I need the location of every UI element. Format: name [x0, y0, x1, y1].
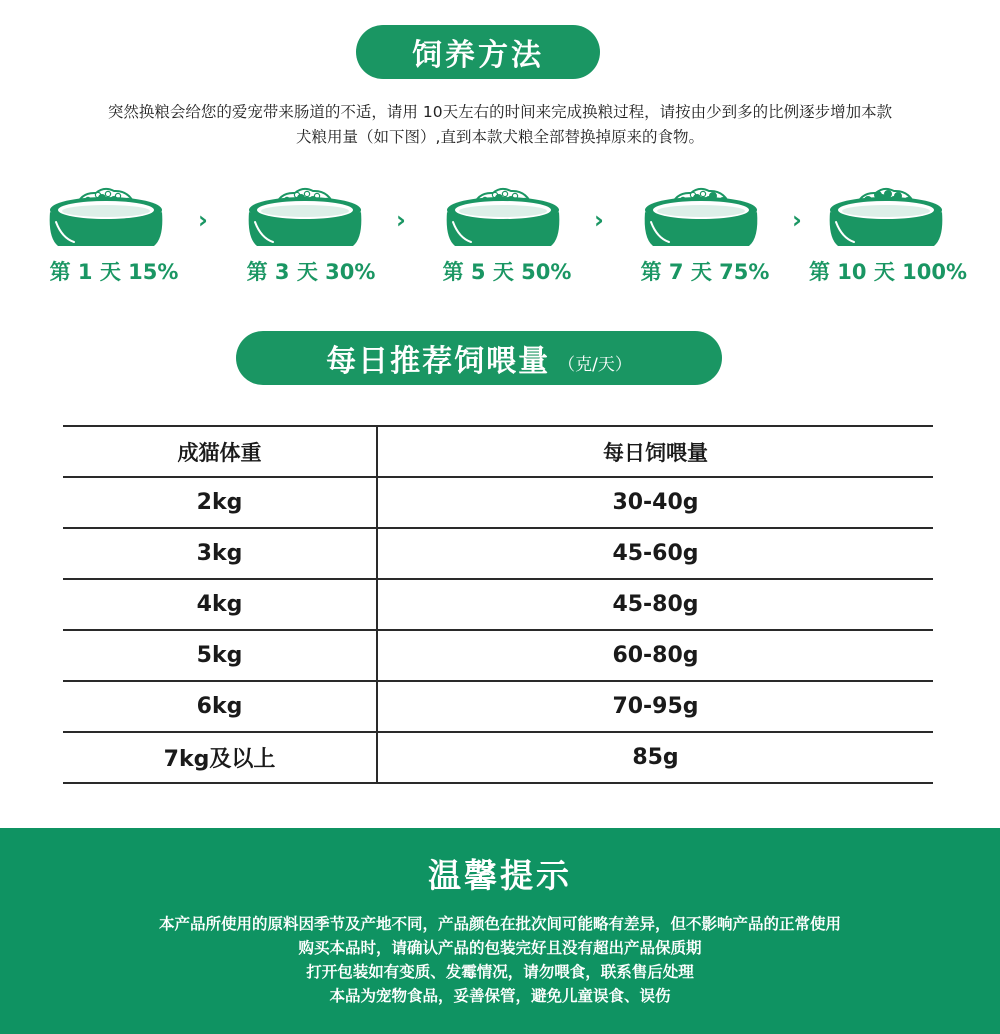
weight-cell: 5kg — [63, 630, 377, 681]
header-weight: 成猫体重 — [63, 426, 377, 477]
feeding-table — [63, 425, 933, 784]
food-bowl-icon-day7 — [639, 178, 763, 254]
table-row — [63, 579, 933, 630]
intro-text-line-2: 犬粮用量（如下图）,直到本款犬粮全部替换掉原来的食物。 — [296, 128, 704, 146]
table-row — [63, 477, 933, 528]
table-row — [63, 681, 933, 732]
weight-cell: 7kg及以上 — [63, 732, 377, 783]
header-daily-amount: 每日饲喂量 — [377, 426, 933, 477]
step-label-day1: 第 1 天 15% — [49, 260, 179, 284]
step-label-day3: 第 3 天 30% — [246, 260, 376, 284]
amount-cell: 70-95g — [377, 681, 933, 732]
food-bowl-icon-day1 — [44, 178, 168, 254]
tip-line: 购买本品时，请确认产品的包装完好且没有超出产品保质期 — [298, 939, 702, 957]
weight-cell: 2kg — [63, 477, 377, 528]
food-bowl-icon-day3 — [243, 178, 367, 254]
tips-title: 温馨提示 — [428, 856, 572, 895]
table-row — [63, 732, 933, 783]
amount-cell: 45-60g — [377, 528, 933, 579]
step-label-day10: 第 10 天 100% — [808, 260, 968, 284]
amount-cell: 85g — [377, 732, 933, 783]
feeding-method-title: 饲养方法 — [356, 25, 600, 79]
arrow-right-icon: › — [198, 206, 208, 234]
table-row — [63, 630, 933, 681]
daily-feeding-unit: （克/天） — [558, 354, 632, 375]
amount-cell: 60-80g — [377, 630, 933, 681]
arrow-right-icon: › — [594, 206, 604, 234]
weight-cell: 3kg — [63, 528, 377, 579]
food-bowl-icon-day5 — [441, 178, 565, 254]
weight-cell: 4kg — [63, 579, 377, 630]
daily-feeding-title — [236, 331, 722, 385]
intro-text-line-1: 突然换粮会给您的爱宠带来肠道的不适，请用 10天左右的时间来完成换粮过程，请按由少到多的比例逐步增加本款 — [107, 103, 893, 121]
tips-section — [0, 828, 1000, 1034]
arrow-right-icon: › — [792, 206, 802, 234]
table-row — [63, 528, 933, 579]
table-header-row — [63, 426, 933, 477]
amount-cell: 45-80g — [377, 579, 933, 630]
weight-cell: 6kg — [63, 681, 377, 732]
tip-line: 本品为宠物食品，妥善保管，避免儿童误食、误伤 — [329, 987, 671, 1005]
amount-cell: 30-40g — [377, 477, 933, 528]
daily-feeding-title-text: 每日推荐饲喂量 — [326, 344, 551, 379]
step-label-day5: 第 5 天 50% — [442, 260, 572, 284]
step-label-day7: 第 7 天 75% — [640, 260, 770, 284]
tip-line: 打开包装如有变质、发霉情况，请勿喂食，联系售后处理 — [306, 963, 694, 981]
food-bowl-icon-day10 — [824, 178, 948, 254]
tip-line: 本产品所使用的原料因季节及产地不同，产品颜色在批次间可能略有差异，但不影响产品的正常使用 — [158, 915, 841, 933]
arrow-right-icon: › — [396, 206, 406, 234]
